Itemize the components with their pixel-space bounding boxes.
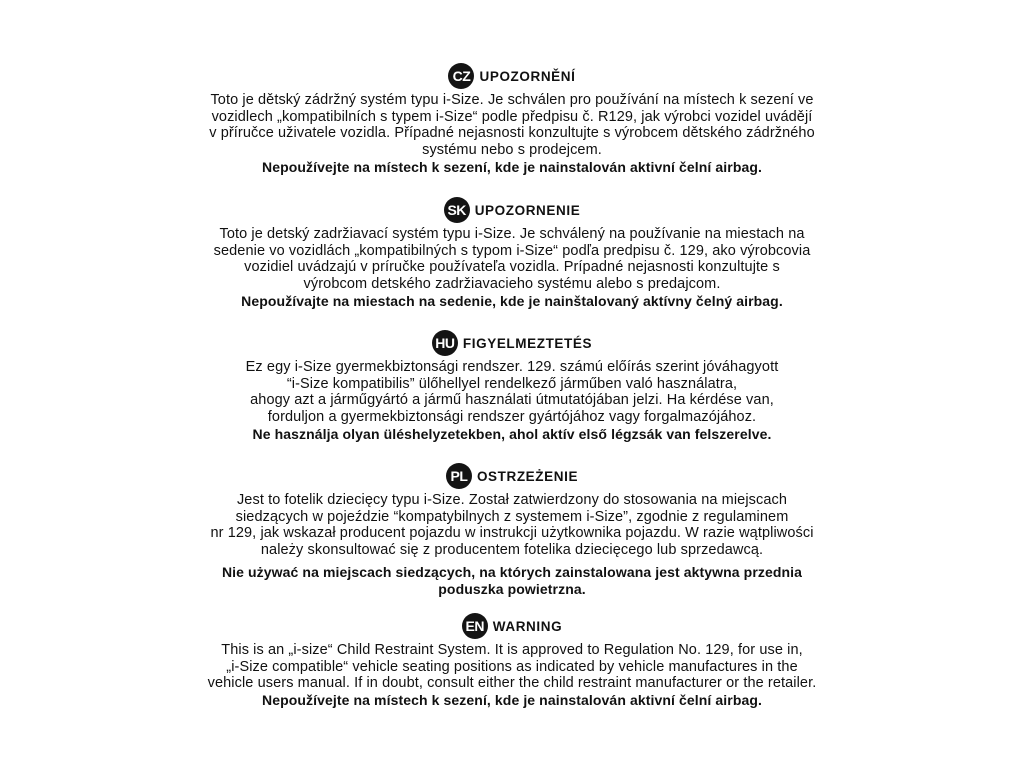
section-body <box>0 492 1024 597</box>
section-title: WARNING <box>492 618 563 634</box>
body-line: sedenie vo vozidlách „kompatibilných s typom i-Size“ podľa predpisu č. 129, ako výrobcovia <box>213 242 811 259</box>
warning-section-sk <box>0 198 1024 310</box>
body-line: výrobcom detského zadržiavacieho systému alebo s predajcom. <box>303 276 721 293</box>
body-line: vozidlech „kompatibilních s typem i-Size“ podle předpisu č. R129, jak výrobci vozidel uvádějí <box>211 108 813 125</box>
section-body <box>0 226 1024 310</box>
language-badge-sk: SK <box>444 197 470 223</box>
section-body <box>0 642 1024 709</box>
body-line: należy skonsultować się z producentem fotelika dziecięcego lub sprzedawcą. <box>260 542 764 559</box>
section-heading <box>0 198 1024 222</box>
body-line: Ez egy i-Size gyermekbiztonsági rendszer. 129. számú előírás szerint jóváhagyott <box>245 359 779 375</box>
section-title: OSTRZEŻENIE <box>476 468 579 484</box>
airbag-warning: Nepoužívejte na místech k sezení, kde je nainstalován aktivní čelní airbag. <box>261 158 762 175</box>
body-line: Jest to fotelik dziecięcy typu i-Size. Został zatwierdzony do stosowania na miejscach <box>236 492 788 508</box>
body-line: “i-Size kompatibilis” ülőhellyel rendelkező járműben való használatra, <box>286 375 738 392</box>
language-badge-en: EN <box>462 613 488 639</box>
body-line: vehicle users manual. If in doubt, consult either the child restraint manufacturer or the retailer. <box>207 675 817 692</box>
body-line: forduljon a gyermekbiztonsági rendszer gyártójához vagy forgalmazójához. <box>267 409 757 426</box>
body-line: „i-Size compatible“ vehicle seating positions as indicated by vehicle manufactures in the <box>226 658 798 675</box>
language-badge-cz: CZ <box>448 63 474 89</box>
airbag-warning: Nepoužívejte na místech k sezení, kde je nainstalován aktivní čelní airbag. <box>261 692 762 709</box>
section-heading <box>0 64 1024 88</box>
language-badge-pl: PL <box>446 463 472 489</box>
body-line: vozidiel uvádzajú v príručke používateľa vozidla. Prípadné nejasnosti konzultujte s <box>244 259 780 276</box>
airbag-warning: Nepoužívajte na miestach na sedenie, kde je nainštalovaný aktívny čelný airbag. <box>241 292 783 309</box>
section-title: UPOZORNĚNÍ <box>479 68 576 84</box>
body-line: ahogy azt a járműgyártó a jármű használati útmutatójában jelzi. Ha kérdése van, <box>250 392 774 409</box>
body-line: This is an „i-size“ Child Restraint System. It is approved to Regulation No. 129, for use in, <box>221 642 803 658</box>
body-line: systému nebo s prodejcem. <box>422 142 602 159</box>
body-line: Toto je dětský zádržný systém typu i-Size. Je schválen pro používání na místech k sezení ve <box>210 92 814 108</box>
warning-section-pl <box>0 464 1024 597</box>
section-heading <box>0 464 1024 488</box>
section-body <box>0 92 1024 176</box>
section-title: FIGYELMEZTETÉS <box>462 335 593 351</box>
airbag-warning: poduszka powietrzna. <box>438 580 586 597</box>
body-line: v příručce uživatele vozidla. Případné nejasnosti konzultujte s výrobcem dětského zádržného <box>209 125 815 142</box>
section-body <box>0 359 1024 443</box>
body-line: Toto je detský zadržiavací systém typu i-Size. Je schválený na používanie na miestach na <box>219 226 805 242</box>
section-title: UPOZORNENIE <box>474 202 581 218</box>
airbag-warning: Nie używać na miejscach siedzących, na których zainstalowana jest aktywna przednia <box>221 563 803 580</box>
warning-section-hu <box>0 331 1024 443</box>
warning-section-cz <box>0 64 1024 176</box>
language-badge-hu: HU <box>432 330 458 356</box>
body-line: siedzących w pojeździe “kompatybilnych z systemem i-Size”, zgodnie z regulaminem <box>235 508 789 525</box>
warning-section-en <box>0 614 1024 709</box>
body-line: nr 129, jak wskazał producent pojazdu w instrukcji użytkownika pojazdu. W razie wątpliwości <box>210 525 814 542</box>
section-heading <box>0 331 1024 355</box>
airbag-warning: Ne használja olyan üléshelyzetekben, ahol aktív első légzsák van felszerelve. <box>252 425 772 442</box>
section-heading <box>0 614 1024 638</box>
